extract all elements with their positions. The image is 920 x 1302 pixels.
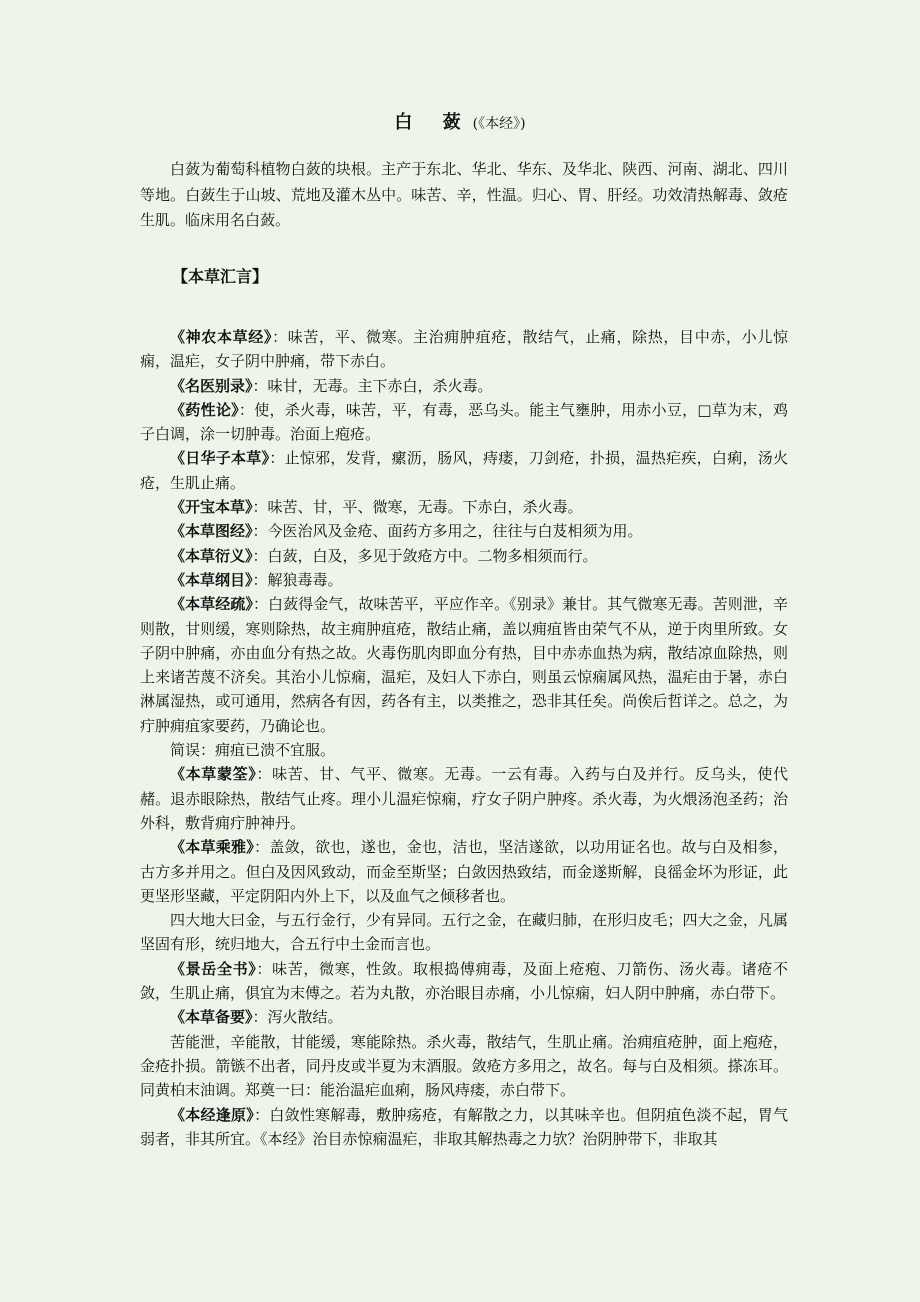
entry-text: ：味苦，微寒，性敛。取根捣傅痈毒，及面上疮疱、刀箭伤、汤火毒。诸疮不敛，生肌止痛，俱宜为末傅之。若为丸散，亦治眼目赤痛，小儿惊痫，妇人阴中肿痛，赤白带下。 <box>140 959 788 1003</box>
title-source: (《本经》) <box>472 116 526 132</box>
entry-book-title: 《本草经疏》 <box>170 595 253 614</box>
entry-book-title: 《本草衍义》 <box>170 546 253 565</box>
entry-paragraph <box>140 762 788 835</box>
entry-paragraph <box>140 957 788 1006</box>
page-title <box>0 110 920 137</box>
entry-text: ：使，杀火毒，味苦，平，有毒，恶乌头。能主气壅肿，用赤小豆，□草为末，鸡子白调，涂一切肿毒。治面上疱疮。 <box>140 400 788 444</box>
entry-book-title: 《本经逢原》 <box>170 1105 255 1124</box>
entry-list <box>140 325 788 1151</box>
title-main: 白 蔹 <box>394 112 473 133</box>
entry-book-title: 《本草蒙筌》 <box>170 765 257 784</box>
intro-paragraph: 白蔹为葡萄科植物白蔹的块根。主产于东北、华北、华东、及华北、陕西、河南、湖北、四川等地。白蔹生于山坡、荒地及灌木丛中。味苦、辛，性温。归心、胃、肝经。功效清热解毒、敛疮生肌。临床用名白蔹。 <box>140 160 788 229</box>
entry-book-title: 《本草乘雅》 <box>170 838 255 857</box>
entry-paragraph <box>140 446 788 495</box>
entry-book-title: 《名医别录》 <box>170 376 253 395</box>
entry-paragraph <box>140 374 788 398</box>
entry-book-title: 《本草纲目》 <box>170 570 253 589</box>
entry-text: ：止惊邪，发背，瘰沥，肠风，痔瘘，刀剑疮，扑损，温热疟疾，白痢，汤火疮，生肌止痛。 <box>140 449 788 492</box>
entry-text: ：味苦，平、微寒。主治痈肿疽疮，散结气，止痛，除热，目中赤，小儿惊痫，温疟，女子阴中肿痛，带下赤白。 <box>140 328 788 371</box>
entry-text: ：白蔹得金气，故味苦平，平应作辛。《别录》兼甘。其气微寒无毒。苦则泄，辛则散，甘则缓，寒则除热，故主痈肿疽疮，散结止痛，盖以痈疽皆由荣气不从，逆于肉里所致。女子阴中肿痛，亦由血分有热之故。火毒伤肌肉即血分有热，目中赤赤血热为病，散结凉血除热，则上来诸苦蔑不济矣。其治小儿惊痫，温疟，及妇人下赤白，则虽云惊痫属风热，温疟由于暑，赤白淋属湿热，或可通用，然病各有因，药各有主，以类推之，恐非其任矣。尚俟后哲详之。总之，为疔肿痈疽家要药，乃确论也。 <box>140 595 788 735</box>
entry-paragraph <box>140 1103 788 1152</box>
entry-text: ：味苦、甘，平、微寒，无毒。下赤白，杀火毒。 <box>252 498 583 517</box>
entry-paragraph <box>140 738 788 762</box>
entry-book-title: 《本草备要》 <box>170 1008 253 1027</box>
entry-paragraph <box>140 1030 788 1103</box>
entry-text: ：解狼毒毒。 <box>252 570 343 589</box>
entry-text: 简误：痈疽已溃不宜服。 <box>170 741 336 760</box>
entry-paragraph <box>140 325 788 374</box>
entry-paragraph <box>140 568 788 592</box>
entry-paragraph <box>140 835 788 908</box>
entry-text: 苦能泄，辛能散，甘能缓，寒能除热。杀火毒，散结气，生肌止痛。治痈疽疮肿，面上疱疮，金疮扑损。箭镞不出者，同丹皮或半夏为末酒服。敛疮方多用之，故名。每与白及相须。搽冻耳。同黄柏末油调。郑奠一曰：能治温疟血痢，肠风痔瘘，赤白带下。 <box>140 1032 788 1100</box>
entry-paragraph <box>140 544 788 568</box>
entry-paragraph <box>140 908 788 957</box>
entry-book-title: 《景岳全书》 <box>170 959 257 978</box>
entry-text: ：今医治风及金疮、面药方多用之，往往与白芨相须为用。 <box>252 522 643 541</box>
entry-book-title: 《本草图经》 <box>170 522 253 541</box>
entry-text: ：味苦、甘、气平、微寒。无毒。一云有毒。入药与白及并行。反乌头，使代赭。退赤眼除热，散结气止疼。理小儿温疟惊痫，疗女子阴户肿疼。杀火毒，为火煨汤泡圣药；治外科，敷背痈疔肿神丹。 <box>140 765 788 832</box>
entry-text: ：盖敛，欲也，遂也，金也，洁也，坚洁遂欲，以功用证名也。故与白及相参，古方多并用之。但白及因风致动，而金至斯坚；白敛因热致结，而金遂斯解，良徭金坏为形证，此更坚形坚藏，平定阴阳内外上下，以及血气之倾移者也。 <box>140 838 788 905</box>
entry-paragraph <box>140 1005 788 1029</box>
entry-text: ：味甘，无毒。主下赤白，杀火毒。 <box>252 376 493 395</box>
entry-book-title: 《日华子本草》 <box>170 449 270 468</box>
entry-paragraph <box>140 398 788 447</box>
section-heading: 【本草汇言】 <box>172 267 269 286</box>
entry-paragraph <box>140 495 788 519</box>
entry-book-title: 《开宝本草》 <box>170 498 253 517</box>
entry-text: 四大地大曰金，与五行金行，少有异同。五行之金，在藏归肺，在形归皮毛；四大之金，凡属坚固有形，统归地大，合五行中土金而言也。 <box>140 911 788 954</box>
entry-paragraph <box>140 519 788 543</box>
entry-text: ：白蔹，白及，多见于敛疮方中。二物多相须而行。 <box>252 546 598 565</box>
entry-text: ：泻火散结。 <box>252 1008 343 1027</box>
entry-book-title: 《药性论》 <box>170 400 239 419</box>
entry-book-title: 《神农本草经》 <box>170 328 273 346</box>
entry-text: ：白敛性寒解毒，敷肿疡疮，有解散之力，以其味辛也。但阴疽色淡不起，胃气弱者，非其所宜。《本经》治目赤惊痫温疟，非取其解热毒之力欤？治阴肿带下，非取其 <box>140 1105 788 1148</box>
entry-paragraph <box>140 592 788 738</box>
